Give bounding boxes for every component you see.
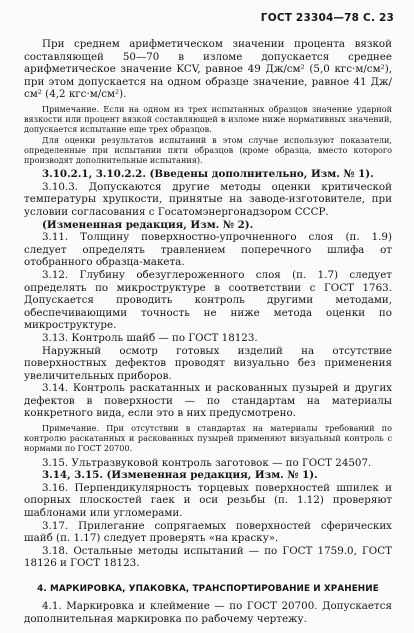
note-retest: Примечание. Если на одном из трех испытанных образцов значение ударной вязкости или процент вязкой составляющей в изломе ниже нормативных значений, допускается испытание еще трех образцов. — [24, 103, 392, 135]
paragraph-amendment-2: (Измененная редакция, Изм. № 2). — [42, 218, 254, 231]
paragraph-3-12: 3.12. Глубину обезуглероженного слоя (п. 1.7) следует определять по микроструктуре в соответствии с ГОСТ 1763. Допускается проводить контроль другими методами, обеспечивающими точность не ниже метода оценки по микроструктуре. — [24, 268, 392, 332]
paragraph-visual-inspection: Наружный осмотр готовых изделий на отсутствие поверхностных дефектов проводят визуально без применения увеличительных приборов. — [24, 344, 392, 382]
paragraph-3-17: 3.17. Прилегание сопрягаемых поверхностей сферических шайб (п. 1.17) следует проверять «на краску». — [24, 519, 392, 545]
paragraph-3-10-3: 3.10.3. Допускаются другие методы оценки критической температуры хрупкости, принятые на заводе-изготовителе, при условии согласования с Госатомэнергонадзором СССР. — [24, 180, 392, 218]
paragraph-3-15: 3.15. Ультразвуковой контроль заготовок — по ГОСТ 24507. — [42, 456, 372, 469]
paragraph-3-18: 3.18. Остальные методы испытаний — по ГОСТ 1759.0, ГОСТ 18126 и ГОСТ 18123. — [24, 544, 392, 570]
paragraph-3-13: 3.13. Контроль шайб — по ГОСТ 18123. — [42, 331, 258, 344]
paragraph-impact-toughness: При среднем арифметическом значении процента вязкой составляющей 50—70 в изломе допускается среднее арифметическое значение KCV, равное 49 Дж/см² (5,0 кгс·м/см²), при этом допускается на одном образце значение, равное 41 Дж/см² (4,2 кгс·м/см²). — [24, 38, 392, 101]
note-evaluation: Для оценки результатов испытаний в этом случае используют показатели, определенные при испытании пяти образцов (кроме образца, вместо которого производят дополнительные испытания). — [24, 134, 392, 165]
paragraph-3-10-2: 3.10.2.1, 3.10.2.2. (Введены дополнительно, Изм. № 1). — [42, 168, 374, 181]
page-header: ГОСТ 23304—78 С. 23 — [260, 12, 394, 24]
paragraph-3-14: 3.14. Контроль раскатанных и раскованных пузырей и других дефектов в поверхности — по стандартам на материалы конкретного вида, если это в них предусмотрено. — [24, 382, 392, 420]
note-bubbles: Примечание. При отсутствии в стандартах на материалы требований по контролю раскатанных и раскованных пузырей применяют визуальный контроль с нормами по ГОСТ 20700. — [24, 423, 392, 454]
section-title: 4. МАРКИРОВКА, УПАКОВКА, ТРАНСПОРТИРОВАНИЕ И ХРАНЕНИЕ — [37, 584, 379, 595]
paragraph-3-11: 3.11. Толщину поверхностно-упрочненного слоя (п. 1.9) следует определять травлением поперечного шлифа от отобранного образца-макета. — [24, 231, 392, 269]
paragraph-3-16: 3.16. Перпендикулярность торцевых поверхностей шпилек и опорных плоскостей гаек и оси резьбы (п. 1.12) проверяют шаблонами или угломерами. — [24, 481, 392, 520]
paragraph-amendment-1: 3.14, 3.15. (Измененная редакция, Изм. № 1). — [42, 469, 318, 482]
page-content — [24, 38, 392, 625]
paragraph-4-1: 4.1. Маркировка и клеймение — по ГОСТ 20700. Допускается дополнительная маркировка по рабочему чертежу. — [24, 600, 392, 625]
